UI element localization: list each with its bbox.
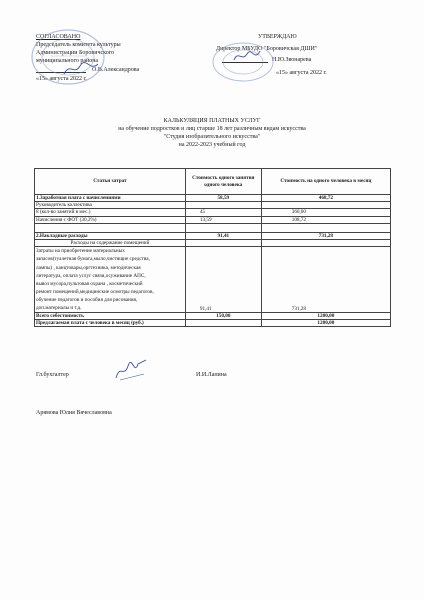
table-row-total [35, 312, 391, 319]
row-value-session [185, 202, 261, 209]
row-value-month [261, 202, 390, 209]
approval-left-line3: муниципального района [36, 58, 99, 64]
expenses-line: Затраты на приобретение материальных [36, 248, 125, 255]
signature-right-icon [232, 48, 262, 66]
expenses-line: запасов(туалетная бумага,мыло,чистящие средства, [36, 256, 150, 263]
expenses-line: ремонт помещений,медицинские осмотры педагогов, [36, 288, 154, 295]
price-value-session [185, 320, 261, 327]
table-row [35, 223, 391, 232]
row-label: Руководитель коллектива [35, 202, 186, 209]
approval-right-signer: Н.Ю.Звонарева [272, 57, 312, 63]
document-period: на 2022-2023 учебный год [178, 142, 246, 148]
row-label: 2.Накладные расходы [35, 232, 186, 239]
approval-left-line1: Председатель комитета культуры [36, 42, 121, 48]
accountant-name: И.И.Лапина [196, 372, 227, 378]
price-label: Предлагаемая плата с человека в месяц (руб.) [35, 320, 186, 327]
accountant-signature-icon [114, 358, 148, 382]
signature-left-icon [62, 60, 100, 78]
row-value-month: 468,72 [261, 195, 390, 202]
row-label: 8 (кол-во занятий в мес.) [35, 209, 186, 216]
expenses-line: литература, оплата услуг связи,осуживание АПС, [36, 272, 146, 279]
expenses-line: вывоз мусора,пультовая охрана , косметический [36, 280, 143, 287]
expenses-line: лампы) , канцтовары,оргтехника, методическая [36, 264, 141, 271]
expenses-value-session: 91,41 [185, 247, 261, 313]
accountant-label: Гл.бухгалтер [36, 372, 69, 378]
row-value-session: 13,59 [185, 216, 261, 223]
total-value-month: 1200,00 [261, 312, 390, 319]
document-subtitle: на обучение подростков и лиц старше 18 лет различным видам искусства [118, 126, 306, 132]
table-row [35, 195, 391, 202]
table-row [35, 202, 391, 209]
row-value-session: 45 [185, 209, 261, 216]
row-value-session [185, 240, 261, 247]
table-header-per-session: Стоимость одного занятия одного человека [185, 169, 261, 195]
executor-name: Арямова Юлия Вячеславовна [36, 410, 112, 416]
row-value-session [185, 223, 261, 232]
expenses-line: доп.материалы и т.д. [36, 304, 82, 311]
row-value-month: 731,28 [261, 232, 390, 239]
approval-right-date: «15» августа 2022 г. [276, 70, 327, 76]
table-row-price [35, 320, 391, 327]
approval-left-title: СОГЛАСОВАНО [36, 34, 81, 40]
row-value-month [261, 223, 390, 232]
approval-left-signer: О.В.Александрова [92, 67, 140, 73]
document-studio-name: "Студия изобразительного искусства" [163, 134, 261, 140]
table-header-row [35, 169, 391, 195]
table-row [35, 216, 391, 223]
total-label: Всего себестоимость [35, 312, 186, 319]
cost-table [34, 168, 391, 327]
approval-left-line2: Администрации Боровичского [36, 50, 115, 56]
table-row [35, 240, 391, 247]
approval-right-line1: Директор МБУДО "Боровичская ДШИ" [216, 46, 318, 52]
row-label [35, 223, 186, 232]
table-header-cost-items: Статьи затрат [35, 169, 186, 195]
table-row-expenses [35, 247, 391, 313]
row-label: Начисления с ФОТ (30,2%) [35, 216, 186, 223]
document-title: КАЛЬКУЛЯЦИЯ ПЛАТНЫХ УСЛУГ [163, 118, 261, 124]
row-label: Расходы на содержание помещений [35, 240, 186, 247]
stamp-left-icon [28, 26, 108, 88]
expenses-value-month: 731,28 [261, 247, 390, 313]
table-row [35, 232, 391, 239]
row-value-session: 91,41 [185, 232, 261, 239]
row-value-session: 58,59 [185, 195, 261, 202]
expenses-line: обучение педагогов и пособия для рисования, [36, 296, 138, 303]
approval-right-title: УТВЕРЖДАЮ [258, 34, 297, 40]
price-value-month: 1200,00 [261, 320, 390, 327]
total-value-session: 150,00 [185, 312, 261, 319]
row-label: 1.Заработная плата с начислениями [35, 195, 186, 202]
table-row [35, 209, 391, 216]
table-header-per-month: Стоимость на одного человека в месяц [261, 169, 390, 195]
approval-left-date: «15» августа 2022 г. [36, 76, 87, 82]
expenses-description [35, 247, 186, 313]
row-value-month: 108,72 [261, 216, 390, 223]
row-value-month: 360,00 [261, 209, 390, 216]
row-value-month [261, 240, 390, 247]
